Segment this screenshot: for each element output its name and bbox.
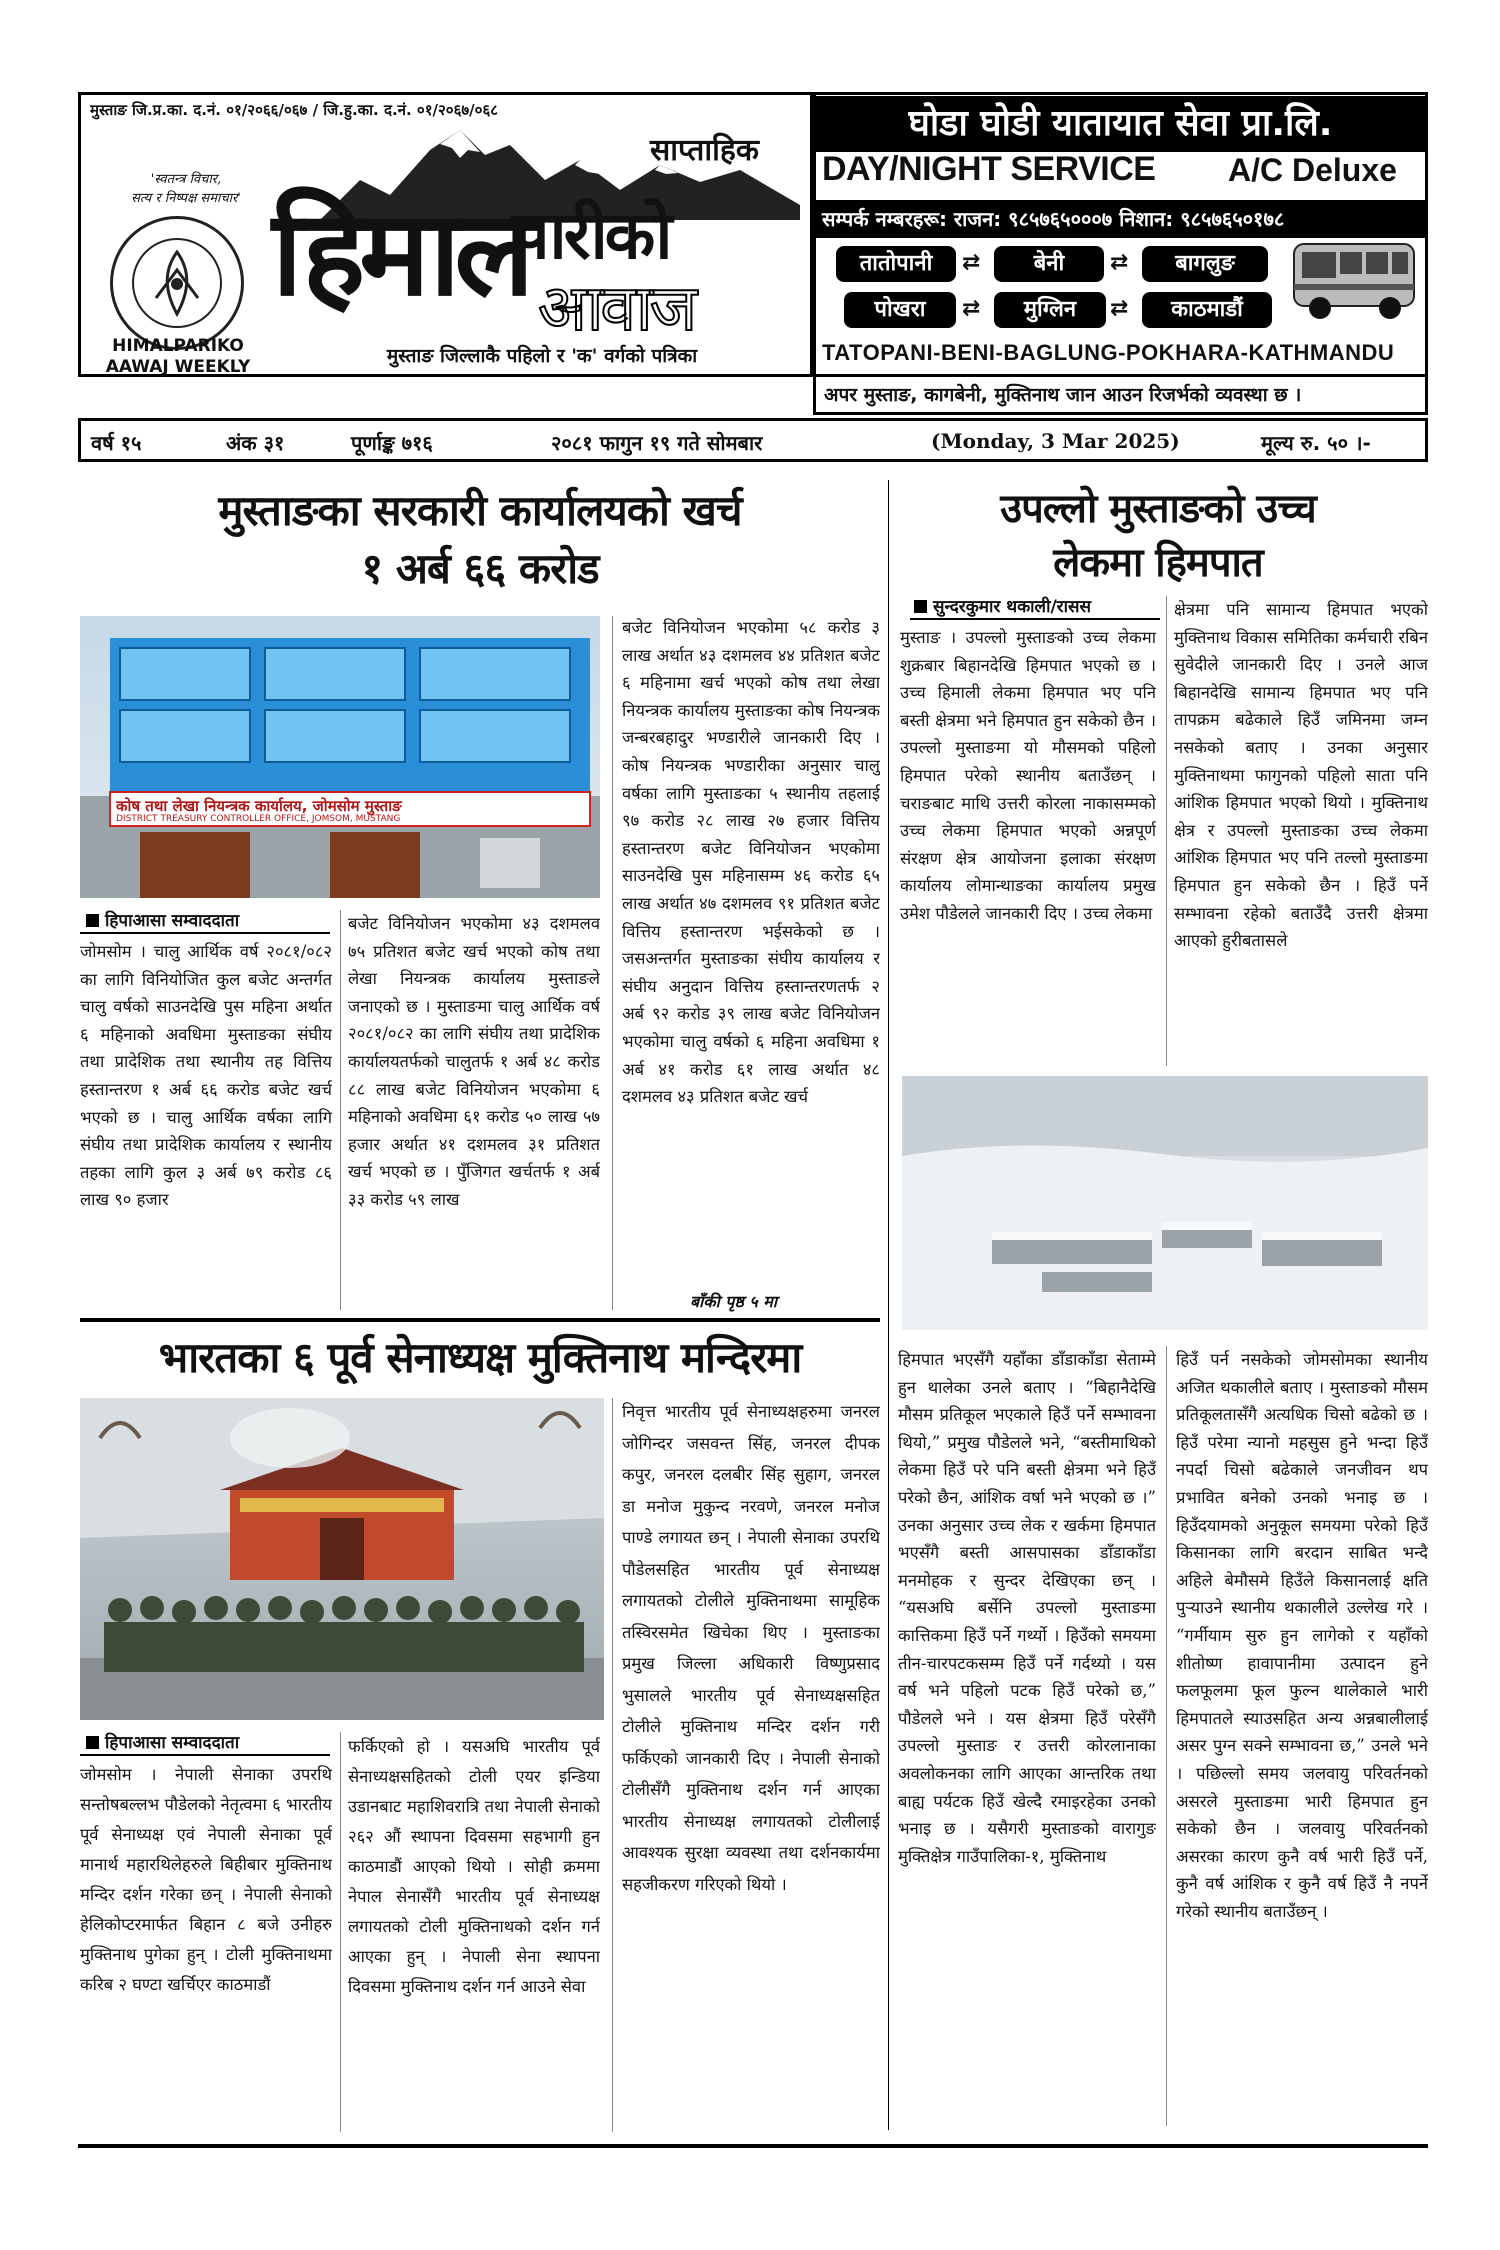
slogan	[96, 170, 276, 208]
article1-continued: बाँकी पृष्ठ ५ मा	[690, 1292, 777, 1311]
ad-route-english: TATOPANI-BENI-BAGLUNG-POKHARA-KATHMANDU	[822, 340, 1395, 365]
main-column-divider	[888, 480, 889, 2130]
weekly-label: साप्ताहिक	[650, 133, 759, 168]
article2-snow-photo	[902, 1076, 1428, 1330]
article1-photo	[80, 616, 600, 898]
route-arrow-icon: ⇄	[962, 296, 981, 321]
issue-date-english: (Monday, 3 Mar 2025)	[931, 429, 1180, 453]
registration-number: मुस्ताङ जि.प्र.का. द.नं. ०१/२०६६/०६७ / जि.हु.का. द.नं. ०१/२०६७/०६८	[90, 101, 499, 119]
office-building-illustration	[80, 616, 600, 898]
ad-service: DAY/NIGHT SERVICE	[822, 150, 1156, 188]
article1-column-1: जोमसोम । चालु आर्थिक वर्ष २०८१/०८२ का लागि विनियोजित कुल बजेट अन्तर्गत चालु वर्षको साउनदेखि पुस महिना अर्थात ६ महिनाको अवधिमा मुस्ताङका संघीय तथा प्रादेशिक तथा स्थानीय तह वित्तिय हस्तान्तरण १ अर्ब ६६ करोड बजेट खर्च भएको छ । चालु आर्थिक वर्षका लागि संघीय तथा प्रादेशिक कार्यालय र स्थानीय तहका लागि कुल ३ अर्ब ७९ करोड ८६ लाख ९० हजार	[80, 942, 332, 1210]
ad-company-name: घोडा घोडी यातायात सेवा प्रा.लि.	[816, 96, 1425, 152]
ad-booking-note: अपर मुस्ताङ, कागबेनी, मुक्तिनाथ जान आउन रिजर्भको व्यवस्था छ ।	[813, 377, 1428, 415]
issue-date-nepali: २०८१ फागुन १९ गते सोमबार	[551, 431, 763, 455]
article2-headline-line-2: लेकमा हिमपात	[1053, 540, 1263, 586]
article1-headline	[80, 482, 880, 598]
article3-column-2: फर्किएको हो । यसअघि भारतीय पूर्व सेनाध्यक्षसहितको टोली एयर इन्डिया उडानबाट महाशिवरात्रि तथा नेपाली सेनाको २६२ औं स्थापना दिवसमा सहभागी हुन काठमाडौं आएको थियो । सोही क्रममा नेपाल सेनासँगै भारतीय पूर्व सेनाध्यक्ष लगायतको टोली मुक्तिनाथको दर्शन गर्न आएका हुन् । नेपाली सेना स्थापना दिवसमा मुक्तिनाथ दर्शन गर्न आउने सेवा	[348, 1737, 600, 1996]
article1-column-2: बजेट विनियोजन भएकोमा ४३ दशमलव ७५ प्रतिशत बजेट खर्च भएको कोष तथा लेखा नियन्त्रक कार्यालय मुस्ताङले जनाएको छ । मुस्ताङमा चालु आर्थिक वर्ष २०८१/०८२ का लागि संघीय तथा प्रादेशिक कार्यालयतर्फको चालुतर्फ १ अर्ब ४८ करोड ८८ लाख बजेट विनियोजन भएकोमा ६ महिनाको अवधिमा ६१ करोड ५० लाख ५७ हजार अर्थात ४१ दशमलव ३१ प्रतिशत खर्च भएको छ । पुँजिगत खर्चतर्फ १ अर्ब ३३ करोड ५९ लाख	[348, 914, 600, 1209]
issue-number: अंक ३१	[226, 431, 285, 455]
section-rule	[80, 1318, 880, 1322]
english-name-line-1: HIMALPARIKO	[112, 336, 244, 356]
article3-byline: हिपाआसा सम्वाददाता	[86, 1730, 239, 1753]
title-pariko: पारीको	[512, 197, 670, 274]
issue-price: मूल्य रु. ५० ।-	[1261, 431, 1371, 455]
route-arrow-icon: ⇄	[1110, 250, 1129, 275]
route-kathmandu: काठमाडौं	[1142, 292, 1272, 328]
english-name	[88, 336, 268, 378]
snowfall-illustration	[902, 1076, 1428, 1330]
route-baglung: बागलुङ	[1142, 246, 1268, 282]
signboard-text-english: DISTRICT TREASURY CONTROLLER OFFICE, JOMSOM, MUSTANG	[116, 814, 401, 824]
route-tatopani: तातोपानी	[836, 246, 956, 282]
article1-headline-line-1: मुस्ताङका सरकारी कार्यालयको खर्च	[218, 486, 742, 535]
article1-byline: हिपाआसा सम्वाददाता	[86, 908, 239, 931]
english-name-line-2: AAWAJ WEEKLY	[105, 357, 251, 377]
article2-headline-line-1: उपल्लो मुस्ताङको उच्च	[1000, 486, 1316, 532]
route-pokhara: पोखरा	[844, 292, 956, 328]
article2-column-4: हिउँ पर्न नसकेको जोमसोमका स्थानीय अजित थकालीले बताए । मुस्ताङको मौसम प्रतिकूलतासँगै अत्यधिक चिसो बढेको छ । हिउँ परेमा न्यानो महसुस हुने भन्दा हिउँ नपर्दा चिसो बढेकाले जनजीवन थप प्रभावित बनेको उनको भनाइ छ । हिउँदयामको अनुकूल समयमा परेको हिउँ किसानका लागि बरदान साबित भन्दै अहिले बेमौसमे हिउँले किसानलाई क्षति पुऱ्याउने स्थानीय थकालीले उल्लेख गरे । “गर्मीयाम सुरु हुन लागेको र यहाँको शीतोष्ण हावापानीमा उत्पादन हुने फलफूलमा फूल फुल्न थालेकाले भारी हिमपातले स्याउसहित अन्य अन्नबालीलाई असर पुग्न सक्ने सम्भावना छ,” उनले भने । पछिल्लो समय जलवायु परिवर्तनको असरले मुस्ताङमा भारी हिमपात हुन सकेको छैन । जलवायु परिवर्तनको असरका कारण कुनै वर्ष भारी हिउँ पर्ने, कुनै वर्ष आंशिक र कुनै वर्ष हिउँ नै नपर्ने गरेको स्थानीय बताउँछन् ।	[1176, 1350, 1428, 1921]
column-divider	[612, 1398, 613, 2132]
column-divider	[340, 1732, 341, 2132]
route-beni: बेनी	[994, 246, 1104, 282]
article1-column-3: बजेट विनियोजन भएकोमा ५८ करोड ३ लाख अर्थात ४३ दशमलव ४४ प्रतिशत बजेट ६ महिनामा खर्च भएको कोष तथा लेखा नियन्त्रक कार्यालय मुस्ताङका कोष नियन्त्रक जन्बरबहादुर भण्डारीले जानकारी दिए । कोष नियन्त्रक भण्डारीका अनुसार चालु वर्षका लागि मुस्ताङका ५ स्थानीय तहलाई ९७ करोड २८ लाख २७ हजार वित्तिय हस्तान्तरण बजेट विनियोजन भएकोमा साउनदेखि पुस महिनासम्म ४६ करोड ६५ लाख अर्थात ४७ दशमलव ९१ प्रतिशत बजेट वित्तिय हस्तान्तरण भईसकेको छ । जसअन्तर्गत मुस्ताङका संघीय कार्यालय र संघीय अनुदान वित्तिय हस्तान्तरणतर्फ २ अर्ब ९२ करोड ३९ लाख बजेट विनियोजन भएकोमा चालु वर्षको ६ महिना अवधिमा १ अर्ब ४१ करोड ६१ लाख अर्थात ४८ दशमलव ४३ प्रतिशत बजेट खर्च	[622, 618, 880, 1107]
page-bottom-rule	[78, 2144, 1428, 2148]
route-muglin: मुग्लिन	[994, 292, 1106, 328]
column-divider	[340, 910, 341, 1310]
title-himal: हिमाल	[272, 184, 529, 322]
column-divider	[1166, 1346, 1167, 2126]
temple-group-illustration	[80, 1398, 604, 1720]
byline-rule	[80, 1754, 330, 1756]
article3-group-photo	[80, 1398, 604, 1720]
ad-deluxe: A/C Deluxe	[1228, 152, 1397, 188]
article3-headline: भारतका ६ पूर्व सेनाध्यक्ष मुक्तिनाथ मन्दिरमा	[158, 1333, 802, 1382]
issue-total: पूर्णाङ्क ७१६	[351, 431, 433, 455]
route-arrow-icon: ⇄	[962, 250, 981, 275]
byline-rule	[910, 618, 1160, 620]
article3-column-3: निवृत्त भारतीय पूर्व सेनाध्यक्षहरुमा जनरल जोगिन्दर जसवन्त सिंह, जनरल दीपक कपुर, जनरल दलबीर सिंह सुहाग, जनरल डा मनोज मुकुन्द नरवणे, जनरल मनोज पाण्डे लगायत छन् । नेपाली सेनाका उपरथि पौडेलसहित भारतीय पूर्व सेनाध्यक्ष लगायतको टोलीले मुक्तिनाथमा सामूहिक तस्विरसमेत खिचेका थिए । मुस्ताङका प्रमुख जिल्ला अधिकारी विष्णुप्रसाद भुसालले भारतीय पूर्व सेनाध्यक्षसहित टोलीले मुक्तिनाथ मन्दिर दर्शन गरी फर्किएको जानकारी दिए । नेपाली सेनाको टोलीसँगै मुक्तिनाथ दर्शन गर्न आएका भारतीय सेनाध्यक्ष लगायतको टोलीलाई आवश्यक सुरक्षा व्यवस्था तथा दर्शनकार्यमा सहजीकरण गरिएको थियो ।	[622, 1402, 880, 1894]
ad-contact-numbers: सम्पर्क नम्बरहरू: राजन: ९८५७६५०००७ निशान: ९८५७६५०१७८	[816, 200, 1425, 238]
article1-headline-line-2: १ अर्ब ६६ करोड	[361, 544, 599, 593]
seal-inner-ring	[132, 238, 222, 328]
signboard-text: कोष तथा लेखा नियन्त्रक कार्यालय, जोमसोम मुस्ताङ	[116, 797, 402, 815]
article2-column-3: हिमपात भएसँगै यहाँका डाँडाकाँडा सेताम्मे हुन थालेका उनले बताए । “बिहानैदेखि मौसम प्रतिकूल भएकाले हिउँ पर्ने सम्भावना थियो,” प्रमुख पौडेलले भने, “बस्तीमाथिको लेकमा हिउँ परे पनि बस्ती क्षेत्रमा भने हिउँ परेको छैन, आंशिक वर्षा भने भएको छ ।” उनका अनुसार उच्च लेक र खर्कमा हिमपात भएसँगै बस्ती आसपासका डाँडाकाँडा मनमोहक र सुन्दर देखिएका छन् । “यसअघि बर्सेनि उपल्लो मुस्ताङमा कात्तिकमा हिउँ पर्ने गर्थ्यो । हिउँको समयमा तीन-चारपटकसम्म हिउँ पर्ने गर्दथ्यो । यस वर्ष भने पहिलो पटक हिउँ परेको छ,” पौडेलले भने । यस क्षेत्रमा हिउँ परेसँगै उपल्लो मुस्ताङ र उत्तरी कोरलानाका अवलोकनका लागि आएका आन्तरिक तथा बाह्य पर्यटक हिउँ खेल्दै रमाइरहेका उनको भनाइ छ । यसैगरी मुस्ताङको वारागुङ मुक्तिक्षेत्र गाउँपालिका-१, मुक्तिनाथ	[898, 1350, 1156, 1866]
slogan-line-1: 'स्वतन्त्र विचार,	[150, 172, 222, 187]
article3-column-1: जोमसोम । नेपाली सेनाका उपरथि सन्तोषबल्लभ पौडेलको नेतृत्वमा ६ भारतीय पूर्व सेनाध्यक्ष एवं नेपाली सेनाका पूर्व मानार्थ महारथिलेहरुले बिहीबार मुक्तिनाथ मन्दिर दर्शन गरेका छन् । नेपाली सेनाको हेलिकोप्टरमार्फत बिहान ८ बजे उनीहरु मुक्तिनाथ पुगेका हुन् । टोली मुक्तिनाथमा करिब २ घण्टा खर्चिएर काठमाडौं	[80, 1765, 332, 1994]
slogan-line-2: सत्य र निष्पक्ष समाचार'	[131, 191, 241, 206]
article2-byline: सुन्दरकुमार थकाली/रासस	[914, 594, 1091, 617]
bus-icon	[1290, 238, 1420, 324]
article2-headline	[888, 482, 1428, 590]
issue-info-bar	[78, 418, 1428, 462]
route-arrow-icon: ⇄	[1110, 296, 1129, 321]
seal-emblem-icon	[134, 240, 220, 326]
column-divider	[612, 616, 613, 1310]
column-divider	[1166, 596, 1167, 1066]
title-aawaj: आवाज	[538, 272, 695, 346]
byline-rule	[80, 932, 330, 934]
issue-year: वर्ष १५	[91, 431, 142, 455]
article2-column-2: क्षेत्रमा पनि सामान्य हिमपात भएको मुक्तिनाथ विकास समितिका कर्मचारी रबिन सुवेदीले जानकारी दिए । उनले आज बिहानदेखि सामान्य हिमपात भए पनि तापक्रम बढेकाले हिउँ जमिनमा जम्न नसकेको बताए । उनका अनुसार मुक्तिनाथमा फागुनको पहिलो साता पनि आंशिक हिमपात भएको थियो । मुक्तिनाथ क्षेत्र र उपल्लो मुस्ताङका उच्च लेकमा आंशिक हिमपात भए पनि तल्लो मुस्ताङमा हिमपात हुन सकेको छैन । हिउँ पर्ने सम्भावना रहेको बताउँदै उत्तरी क्षेत्रमा आएको हुरीबतासले	[1174, 600, 1428, 951]
article2-column-1: मुस्ताङ । उपल्लो मुस्ताङको उच्च लेकमा शुक्रबार बिहानदेखि हिमपात भएको छ । उच्च हिमाली लेकमा हिमपात भए पनि बस्ती क्षेत्रमा भने हिमपात हुन सकेको छैन । उपल्लो मुस्ताङमा यो मौसमको पहिलो हिमपात परेको स्थानीय बताउँछन् । चराङबाट माथि उत्तरी कोरला नाकासम्मको उच्च लेकमा हिमपात भएको अन्नपूर्ण संरक्षण क्षेत्र आयोजना इलाका संरक्षण कार्यालय लोमान्थाङका कार्यालय प्रमुख उमेश पौडेलले जानकारी दिए । उच्च लेकमा	[900, 628, 1156, 923]
tagline: मुस्ताङ जिल्लाकै पहिलो र 'क' वर्गको पत्रिका	[386, 345, 698, 367]
